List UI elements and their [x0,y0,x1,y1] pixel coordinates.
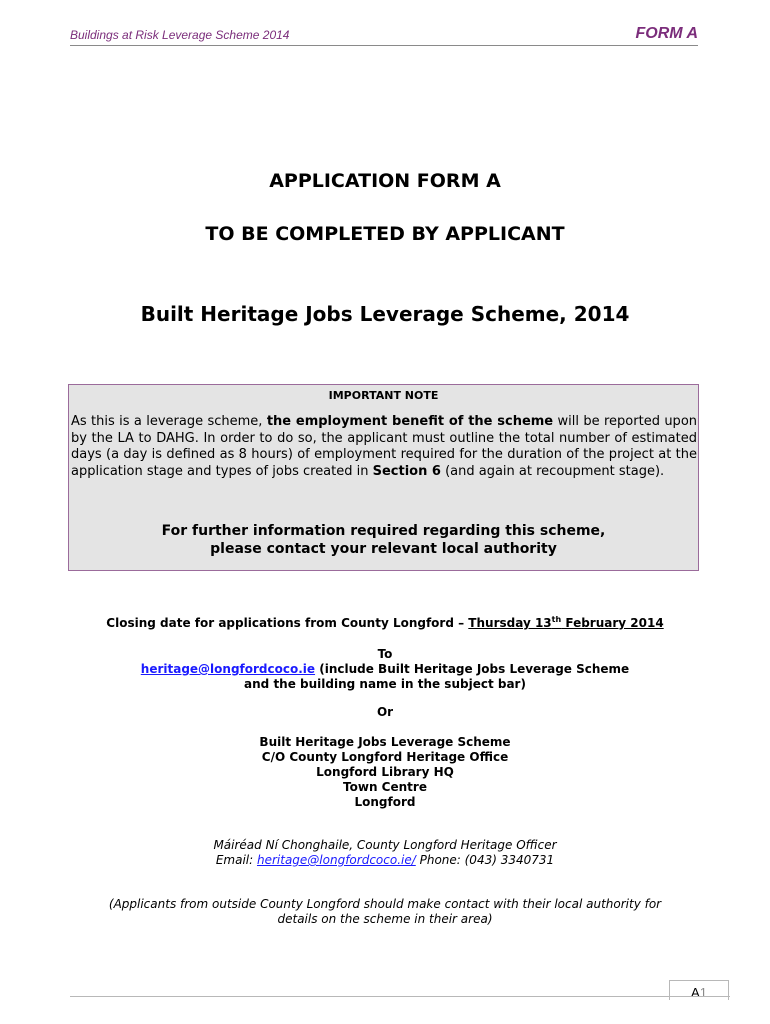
postal-address [0,735,770,810]
note-contact-info [69,522,698,558]
note-text-bold: the employment benefit of the scheme [266,414,554,429]
note-text-part: As this is a leverage scheme, [71,414,267,429]
scheme-title: Built Heritage Jobs Leverage Scheme, 2014 [140,302,630,326]
officer-email-link[interactable]: heritage@longfordcoco.ie/ [256,853,416,867]
important-note-heading: IMPORTANT NOTE [328,389,439,402]
address-line: Longford [354,795,416,809]
address-line: Built Heritage Jobs Leverage Scheme [259,735,511,749]
closing-date [0,616,770,631]
page-prefix: A [691,985,700,1000]
important-note-box [68,384,699,571]
to-label: To [377,647,393,661]
note-contact-line: For further information required regarding this scheme, [161,523,606,539]
address-line: Town Centre [343,780,427,794]
closing-date-value [468,616,663,630]
outside-note-line: (Applicants from outside County Longford should make contact with their local authority for [108,897,662,911]
officer-email-label: Email: [215,853,257,867]
header-scheme-title: Buildings at Risk Leverage Scheme 2014 [70,28,290,42]
outside-applicants-note [0,897,770,927]
closing-month: February 2014 [561,616,664,630]
closing-day-suffix: th [551,615,562,624]
officer-name: Máiréad Ní Chonghaile, County Longford Heritage Officer [213,838,557,852]
important-note-text [71,414,697,480]
address-line: Longford Library HQ [316,765,454,779]
note-text-part: will be reported upon by the LA to DAHG. In order to do so, the applicant must outline the total number of estimated days (a day is defined as 8 hours) of employment required for the duration of the project at the application stage and types of jobs created in [71,414,698,479]
closing-prefix: Closing date for applications from County Longford – [106,616,469,630]
email-note: (include Built Heritage Jobs Leverage Scheme [315,662,630,676]
page-header [70,24,698,46]
heritage-email-link[interactable]: heritage@longfordcoco.ie [140,662,316,676]
note-text-part: (and again at recoupment stage). [440,463,665,479]
officer-phone: Phone: (043) 3340731 [415,853,555,867]
outside-note-line: details on the scheme in their area) [277,912,493,926]
address-line: C/O County Longford Heritage Office [261,750,509,764]
email-line [0,662,770,677]
page-number-value: 1 [699,985,707,1000]
note-contact-line: please contact your relevant local authority [210,541,557,557]
heritage-officer-contact [0,838,770,868]
form-title: APPLICATION FORM A [269,170,501,192]
email-note-line2: and the building name in the subject bar) [244,677,526,691]
officer-contact-line [0,853,770,868]
submission-email-block [0,647,770,692]
closing-day: Thursday 13 [468,616,552,630]
header-form-label: FORM A [635,25,698,42]
page-number [669,980,729,1000]
form-subtitle: TO BE COMPLETED BY APPLICANT [205,223,565,245]
or-label: Or [376,705,394,719]
footer-divider [70,996,730,997]
note-section-ref: Section 6 [372,463,441,479]
